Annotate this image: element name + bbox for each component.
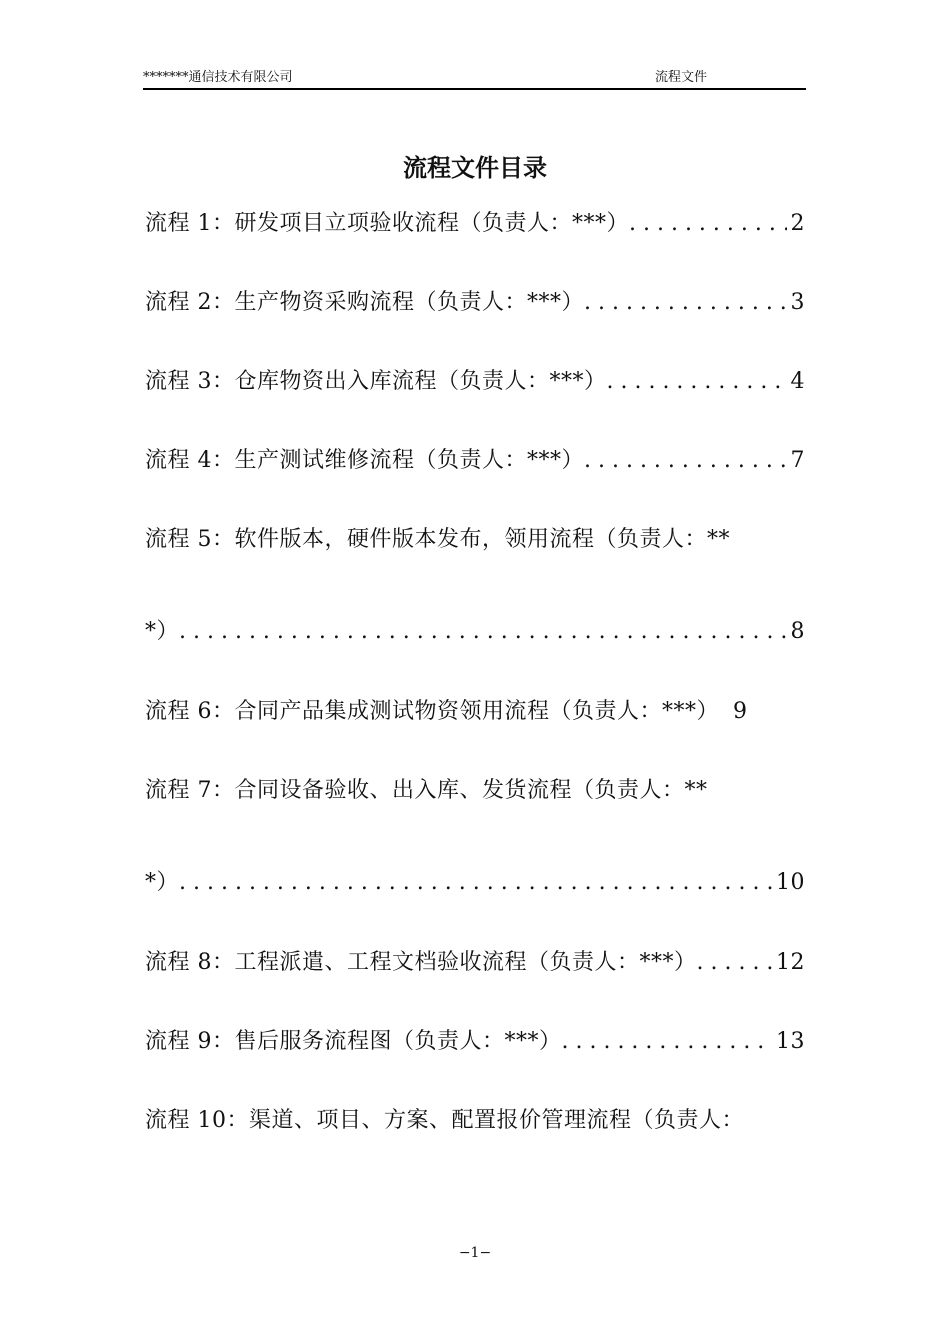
- toc-entry-label-continued: *）: [145, 870, 180, 895]
- toc-page-number: 7: [790, 448, 805, 473]
- toc-entry-7[interactable]: [145, 773, 805, 945]
- toc-entry-label: 流程 3：仓库物资出入库流程（负责人：***）: [145, 369, 607, 394]
- toc-page-number: 3: [790, 290, 805, 315]
- toc-entry-1[interactable]: [145, 206, 805, 285]
- toc-page-number: 2: [790, 211, 805, 236]
- toc-entry-label: 流程 4：生产测试维修流程（负责人：***）: [145, 448, 584, 473]
- page-header: [143, 66, 806, 90]
- company-name: *******通信技术有限公司: [143, 70, 293, 85]
- dot-leader: [697, 950, 773, 975]
- toc-entry-label: 流程 1：研发项目立项验收流程（负责人：***）: [145, 211, 629, 236]
- page-number-footer: −1−: [458, 1245, 492, 1261]
- toc-entry-6[interactable]: [145, 694, 805, 773]
- toc-entry-label-continued: *）: [145, 619, 180, 644]
- toc-entry-3[interactable]: [145, 364, 805, 443]
- dot-leader: [584, 290, 787, 315]
- dot-leader: [562, 1029, 773, 1054]
- toc-page-number: 9: [733, 699, 748, 724]
- toc-entry-10[interactable]: [145, 1103, 805, 1182]
- toc-page-number: 10: [776, 870, 805, 895]
- dot-leader: [629, 211, 787, 236]
- toc-entry-label: 流程 10：渠道、项目、方案、配置报价管理流程（负责人：: [145, 1108, 744, 1133]
- dot-leader: [179, 619, 786, 644]
- toc-page-number: 13: [776, 1029, 805, 1054]
- toc-entry-9[interactable]: [145, 1024, 805, 1103]
- toc-page-number: 12: [776, 950, 805, 975]
- dot-leader: [607, 369, 787, 394]
- toc-entry-2[interactable]: [145, 285, 805, 364]
- dot-leader: [584, 448, 787, 473]
- toc-page-number: 4: [790, 369, 805, 394]
- toc-entry-label: 流程 8：工程派遣、工程文档验收流程（负责人：***）: [145, 950, 697, 975]
- toc-entry-label: 流程 2：生产物资采购流程（负责人：***）: [145, 290, 584, 315]
- page-title: 流程文件目录: [403, 154, 547, 182]
- document-type: 流程文件: [655, 70, 708, 85]
- toc-page-number: 8: [790, 619, 805, 644]
- dot-leader: [179, 870, 772, 895]
- toc-entry-4[interactable]: [145, 443, 805, 522]
- toc-entry-label: 流程 5：软件版本，硬件版本发布，领用流程（负责人：**: [145, 527, 730, 552]
- toc-entry-label: 流程 9：售后服务流程图（负责人：***）: [145, 1029, 562, 1054]
- toc-entry-label: 流程 6：合同产品集成测试物资领用流程（负责人：***）: [145, 699, 719, 724]
- table-of-contents: [145, 206, 805, 1182]
- toc-entry-label: 流程 7：合同设备验收、出入库、发货流程（负责人：**: [145, 778, 708, 803]
- toc-entry-8[interactable]: [145, 945, 805, 1024]
- toc-entry-5[interactable]: [145, 522, 805, 694]
